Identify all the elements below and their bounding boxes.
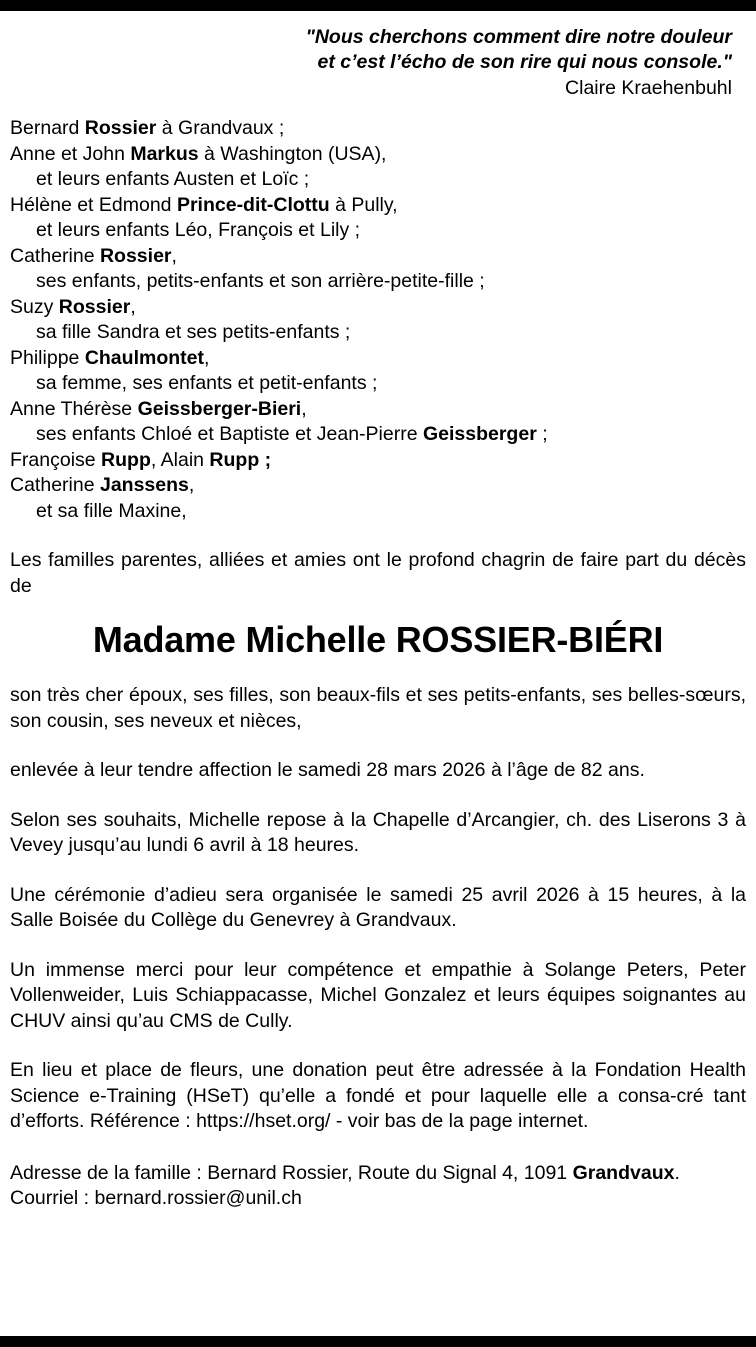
family-surname: Markus — [130, 142, 199, 165]
family-text: à Grandvaux ; — [156, 117, 285, 139]
notice-body — [0, 11, 756, 1230]
passing-text: enlevée à leur tendre affection le samedi 28 mars 2026 à l’âge de 82 ans. — [10, 759, 645, 781]
family-text: , Alain — [150, 448, 210, 471]
family-text: Bernard — [10, 117, 85, 139]
family-surname: Geissberger-Bieri — [137, 397, 302, 420]
family-surname: Rossier — [58, 295, 131, 318]
family-line — [10, 193, 746, 219]
family-line — [10, 116, 746, 142]
relation-text: son très cher époux, ses filles, son beaux-fils et ses petits-enfants, ses belles-sœurs, son cousin, ses neveux et nièces, — [10, 684, 746, 732]
donation-text: En lieu et place de fleurs, une donation peut être adressée à la Fondation Health Science e-Training (HSeT) qu’elle a fondé et pour laquelle elle a consa-cré tant d’efforts. Référence : https://hset.org/ - voir bas de la page internet. — [10, 1059, 746, 1132]
thanks-text: Un immense merci pour leur compétence et empathie à Solange Peters, Peter Vollenweider, Luis Schiappacasse, Michel Gonzalez et leurs équipes soignantes au CHUV ainsi qu’au CMS de Cully. — [10, 958, 746, 1032]
family-surname: Chaulmontet — [84, 346, 204, 369]
family-surname: Rupp ; — [209, 448, 272, 471]
address-prefix: Adresse de la famille : Bernard Rossier, Route du Signal 4, 1091 — [10, 1161, 573, 1184]
family-text: ses enfants Chloé et Baptiste et Jean-Pierre — [36, 423, 423, 445]
family-text: ses enfants, petits-enfants et son arrière-petite-fille ; — [36, 270, 485, 292]
family-text: , — [130, 295, 136, 318]
family-text: Anne Thérèse — [10, 397, 138, 420]
address-line — [10, 1161, 746, 1187]
family-text: sa fille Sandra et ses petits-enfants ; — [36, 321, 351, 343]
family-line — [10, 320, 746, 346]
family-text: Anne et John — [10, 142, 131, 165]
family-text: Suzy — [10, 295, 59, 318]
announcement-text: Les familles parentes, alliées et amies ont le profond chagrin de faire part du décès de — [10, 549, 746, 597]
family-surname: Rossier — [84, 117, 157, 139]
family-surname: Rossier — [99, 244, 172, 267]
epitaph-line-1: "Nous cherchons comment dire notre douleur — [305, 26, 732, 48]
family-line — [10, 295, 746, 321]
address-city: Grandvaux — [572, 1161, 675, 1184]
family-text: , — [301, 397, 307, 420]
email-line: Courriel : bernard.rossier@unil.ch — [10, 1187, 302, 1209]
family-line — [10, 244, 746, 270]
family-text: Hélène et Edmond — [10, 193, 177, 216]
family-line — [10, 422, 746, 448]
family-line — [10, 499, 746, 525]
family-text: ; — [536, 423, 548, 445]
family-text: et sa fille Maxine, — [36, 499, 187, 522]
family-line — [10, 167, 746, 193]
epitaph-author: Claire Kraehenbuhl — [565, 77, 732, 99]
family-text: Catherine — [10, 244, 100, 267]
deceased-name: Madame Michelle ROSSIER-BIÉRI — [92, 619, 664, 660]
family-surname: Janssens — [99, 474, 189, 496]
bottom-spacer — [10, 1212, 746, 1230]
family-surname: Geissberger — [422, 423, 537, 445]
family-line — [10, 473, 746, 499]
family-list — [10, 116, 746, 524]
repose-text: Selon ses souhaits, Michelle repose à la Chapelle d’Arcangier, ch. des Liserons 3 à Vevey jusqu’au lundi 6 avril à 18 heures. — [10, 808, 746, 856]
family-text: sa femme, ses enfants et petit-enfants ; — [36, 372, 378, 394]
family-text: Catherine — [10, 474, 100, 496]
family-line — [10, 142, 746, 168]
epitaph-line-2: et c’est l’écho de son rire qui nous console." — [317, 51, 732, 73]
family-text: Françoise — [10, 448, 102, 471]
family-text: à Pully, — [329, 193, 398, 216]
family-text: et leurs enfants Austen et Loïc ; — [36, 168, 310, 190]
family-text: , — [188, 474, 195, 496]
epitaph-block — [10, 25, 746, 75]
family-surname: Prince-dit-Clottu — [176, 193, 330, 216]
family-line — [10, 218, 746, 244]
address-suffix: . — [674, 1161, 680, 1184]
family-line — [10, 346, 746, 372]
family-text: , — [171, 244, 177, 267]
family-surname: Rupp — [101, 448, 151, 471]
family-line — [10, 448, 746, 474]
family-line — [10, 397, 746, 423]
family-text: Philippe — [10, 346, 85, 369]
family-text: à Washington (USA), — [198, 142, 387, 165]
family-line — [10, 371, 746, 397]
family-text: , — [203, 346, 210, 369]
family-text: et leurs enfants Léo, François et Lily ; — [36, 219, 361, 241]
ceremony-text: Une cérémonie d’adieu sera organisée le samedi 25 avril 2026 à 15 heures, à la Salle Boisée du Collège du Genevrey à Grandvaux. — [10, 883, 746, 931]
family-line — [10, 269, 746, 295]
family-address — [10, 1161, 746, 1212]
